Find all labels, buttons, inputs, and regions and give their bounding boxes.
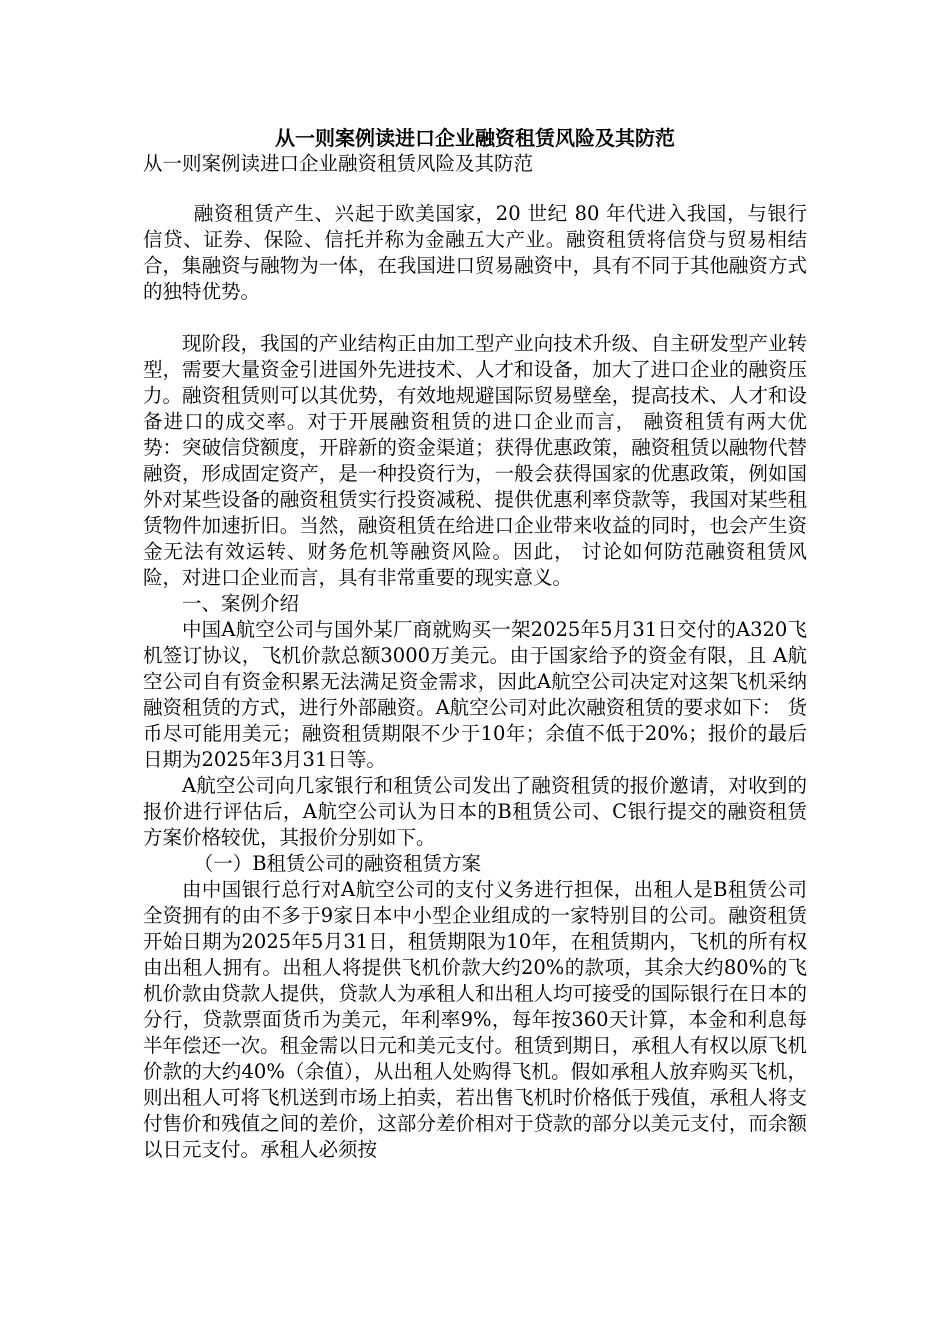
document-body [143, 201, 807, 1163]
case-paragraph: A航空公司向几家银行和租赁公司发出了融资租赁的报价邀请，对收到的报价进行评估后，A航空公司认为日本的B租赁公司、C银行提交的融资租赁方案价格较优，其报价分别如下。 [143, 774, 807, 849]
intro-paragraph: 融资租赁产生、兴起于欧美国家，20 世纪 80 年代进入我国，与银行信贷、证券、保险、信托并称为金融五大产业。融资租赁将信贷与贸易相结合，集融资与融物为一体，在我国进口贸易融资中，具有不同于其他融资方式的独特优势。 [143, 202, 807, 303]
document-title: 从一则案例读进口企业融资租赁风险及其防范 [275, 126, 675, 150]
intro-paragraph: 现阶段，我国的产业结构正由加工型产业向技术升级、自主研发型产业转型，需要大量资金引进国外先进技术、人才和设备，加大了进口企业的融资压力。融资租赁则可以其优势，有效地规避国际贸易壁垒，提高技术、人才和设备进口的成交率。对于开展融资租赁的进口企业而言， 融资租赁有两大优势：突破信贷额度，开辟新的资金渠道；获得优惠政策，融资租赁以融物代替融资，形成固定资产，是一种投资行为，一般会获得国家的优惠政策，例如国外对某些设备的融资租赁实行投资减税、提供优惠利率贷款等，我国对某些租赁物件加速折旧。当然，融资租赁在给进口企业带来收益的同时，也会产生资金无法有效运转、财务危机等融资风险。因此， 讨论如何防范融资租赁风险，对进口企业而言，具有非常重要的现实意义。 [143, 332, 807, 589]
subsection-heading-b-leasing: （一）B租赁公司的融资租赁方案 [193, 852, 482, 875]
b-leasing-paragraph: 由中国银行总行对A航空公司的支付义务进行担保，出租人是B租赁公司全资拥有的由不多于9家日本中小型企业组成的一家特别目的公司。融资租赁开始日期为2025年5月31日，租赁期限为10年，在租赁期内，飞机的所有权由出租人拥有。出租人将提供飞机价款大约20%的款项，其余大约80%的飞机价款由贷款人提供，贷款人为承租人和出租人均可接受的国际银行在日本的分行，贷款票面货币为美元，年利率9%，每年按360天计算，本金和利息每半年偿还一次。租金需以日元和美元支付。租赁到期日，承租人有权以原飞机价款的大约40%（余值），从出租人处购得飞机。假如承租人放弃购买飞机，则出租人可将飞机送到市场上拍卖，若出售飞机时价格低于残值，承租人将支付售价和残值之间的差价，这部分差价相对于贷款的部分以美元支付，而余额以日元支付。承租人必须按 [143, 878, 807, 1161]
document-subtitle: 从一则案例读进口企业融资租赁风险及其防范 [143, 152, 534, 175]
case-paragraph: 中国A航空公司与国外某厂商就购买一架2025年5月31日交付的A320飞机签订协议，飞机价款总额3000万美元。由于国家给予的资金有限，且 A航空公司自有资金积累无法满足资金需求，因此A航空公司决定对这架飞机采纳融资租赁的方式，进行外部融资。A航空公司对此次融资租赁的要求如下： 货币尽可能用美元；融资租赁期限不少于10年；余值不低于20%；报价的最后日期为2025年3月31日等。 [143, 618, 808, 771]
section-heading-case-intro: 一、案例介绍 [182, 592, 300, 615]
